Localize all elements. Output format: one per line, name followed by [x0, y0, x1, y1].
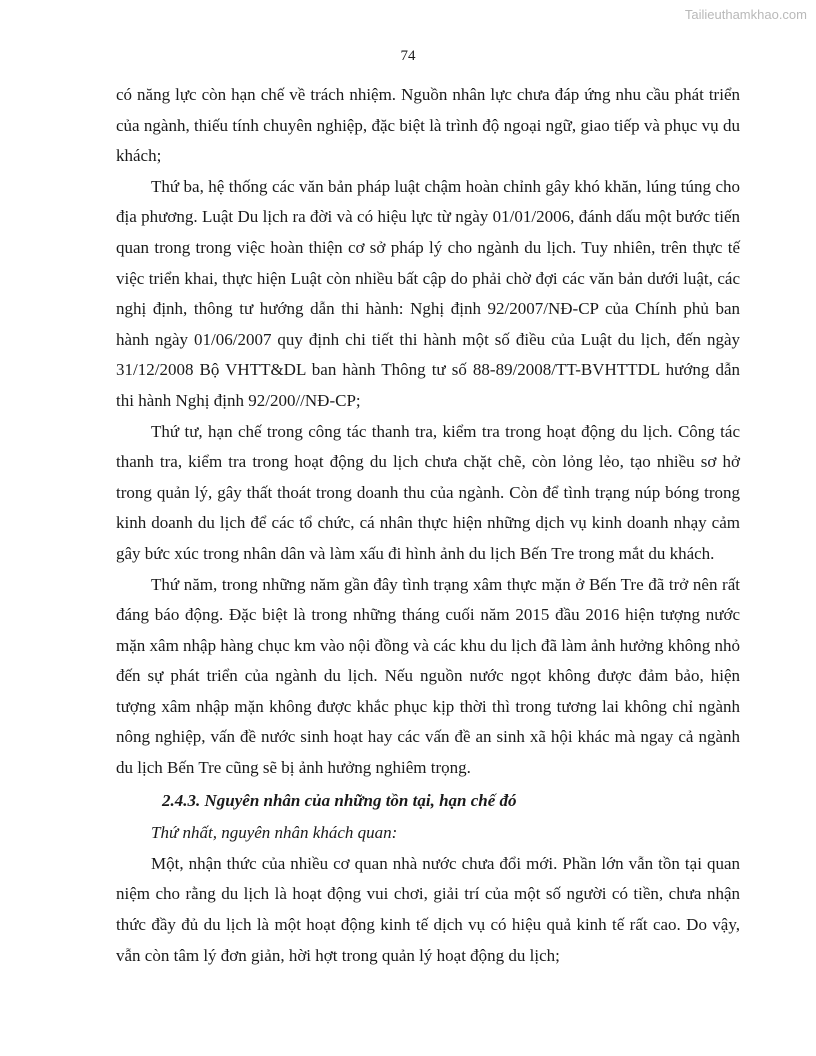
paragraph-fifth-point: Thứ năm, trong những năm gần đây tình trạng xâm thực mặn ở Bến Tre đã trở nên rất đáng báo động. Đặc biệt là trong những tháng cuối năm 2015 đầu 2016 hiện tượng nước mặn xâm nhập hàng chục km vào nội đồng và các khu du lịch đã làm ảnh hưởng không nhỏ đến sự phát triển của ngành du lịch. Nếu nguồn nước ngọt không được đảm bảo, hiện tượng xâm nhập mặn không được khắc phục kịp thời thì trong tương lai không chỉ ngành nông nghiệp, vấn đề nước sinh hoạt hay các vấn đề an sinh xã hội khác mà ngay cả ngành du lịch Bến Tre cũng sẽ bị ảnh hưởng nghiêm trọng.: [116, 574, 740, 778]
paragraph-first-cause: Một, nhận thức của nhiều cơ quan nhà nước chưa đổi mới. Phần lớn vẫn tồn tại quan niệm cho rằng du lịch là hoạt động vui chơi, giải trí của một số người có tiền, chưa nhận thức đầy đủ du lịch là một hoạt động kinh tế dịch vụ có hiệu quả kinh tế rất cao. Do vậy, vẫn còn tâm lý đơn giản, hời hợt trong quản lý hoạt động du lịch;: [116, 853, 740, 965]
paragraph-third-point: Thứ ba, hệ thống các văn bản pháp luật chậm hoàn chỉnh gây khó khăn, lúng túng cho địa phương. Luật Du lịch ra đời và có hiệu lực từ ngày 01/01/2006, đánh dấu một bước tiến quan trong trong việc hoàn thiện cơ sở pháp lý cho ngành du lịch. Tuy nhiên, trên thực tế việc triển khai, thực hiện Luật còn nhiều bất cập do phải chờ đợi các văn bản dưới luật, các nghị định, thông tư hướng dẫn thi hành: Nghị định 92/2007/NĐ-CP của Chính phủ ban hành ngày 01/06/2007 quy định chi tiết thi hành một số điều của Luật du lịch, đến ngày 31/12/2008 Bộ VHTT&DL ban hành Thông tư số 88-89/2008/TT-BVHTTDL hướng dẫn thi hành Nghị định 92/200//NĐ-CP;: [116, 176, 740, 410]
paragraph-fourth-point: Thứ tư, hạn chế trong công tác thanh tra, kiểm tra trong hoạt động du lịch. Công tác thanh tra, kiểm tra trong hoạt động du lịch chưa chặt chẽ, còn lỏng lẻo, tạo nhiều sơ hở trong quản lý, gây thất thoát trong doanh thu của ngành. Còn để tình trạng núp bóng trong kinh doanh du lịch để các tổ chức, cá nhân thực hiện những dịch vụ kinh doanh nhạy cảm gây bức xúc trong nhân dân và làm xấu đi hình ảnh du lịch Bến Tre trong mắt du khách.: [116, 421, 740, 563]
page-number: 74: [400, 48, 416, 64]
document-body: [116, 80, 740, 971]
subheading: Thứ nhất, nguyên nhân khách quan:: [151, 823, 398, 843]
section-heading: 2.4.3. Nguyên nhân của những tồn tại, hạn chế đó: [162, 790, 517, 810]
watermark: Tailieuthamkhao.com: [684, 7, 807, 22]
paragraph-continuation: có năng lực còn hạn chế về trách nhiệm. Nguồn nhân lực chưa đáp ứng nhu cầu phát triển của ngành, thiếu tính chuyên nghiệp, đặc biệt là trình độ ngoại ngữ, giao tiếp và phục vụ du khách;: [116, 85, 740, 166]
